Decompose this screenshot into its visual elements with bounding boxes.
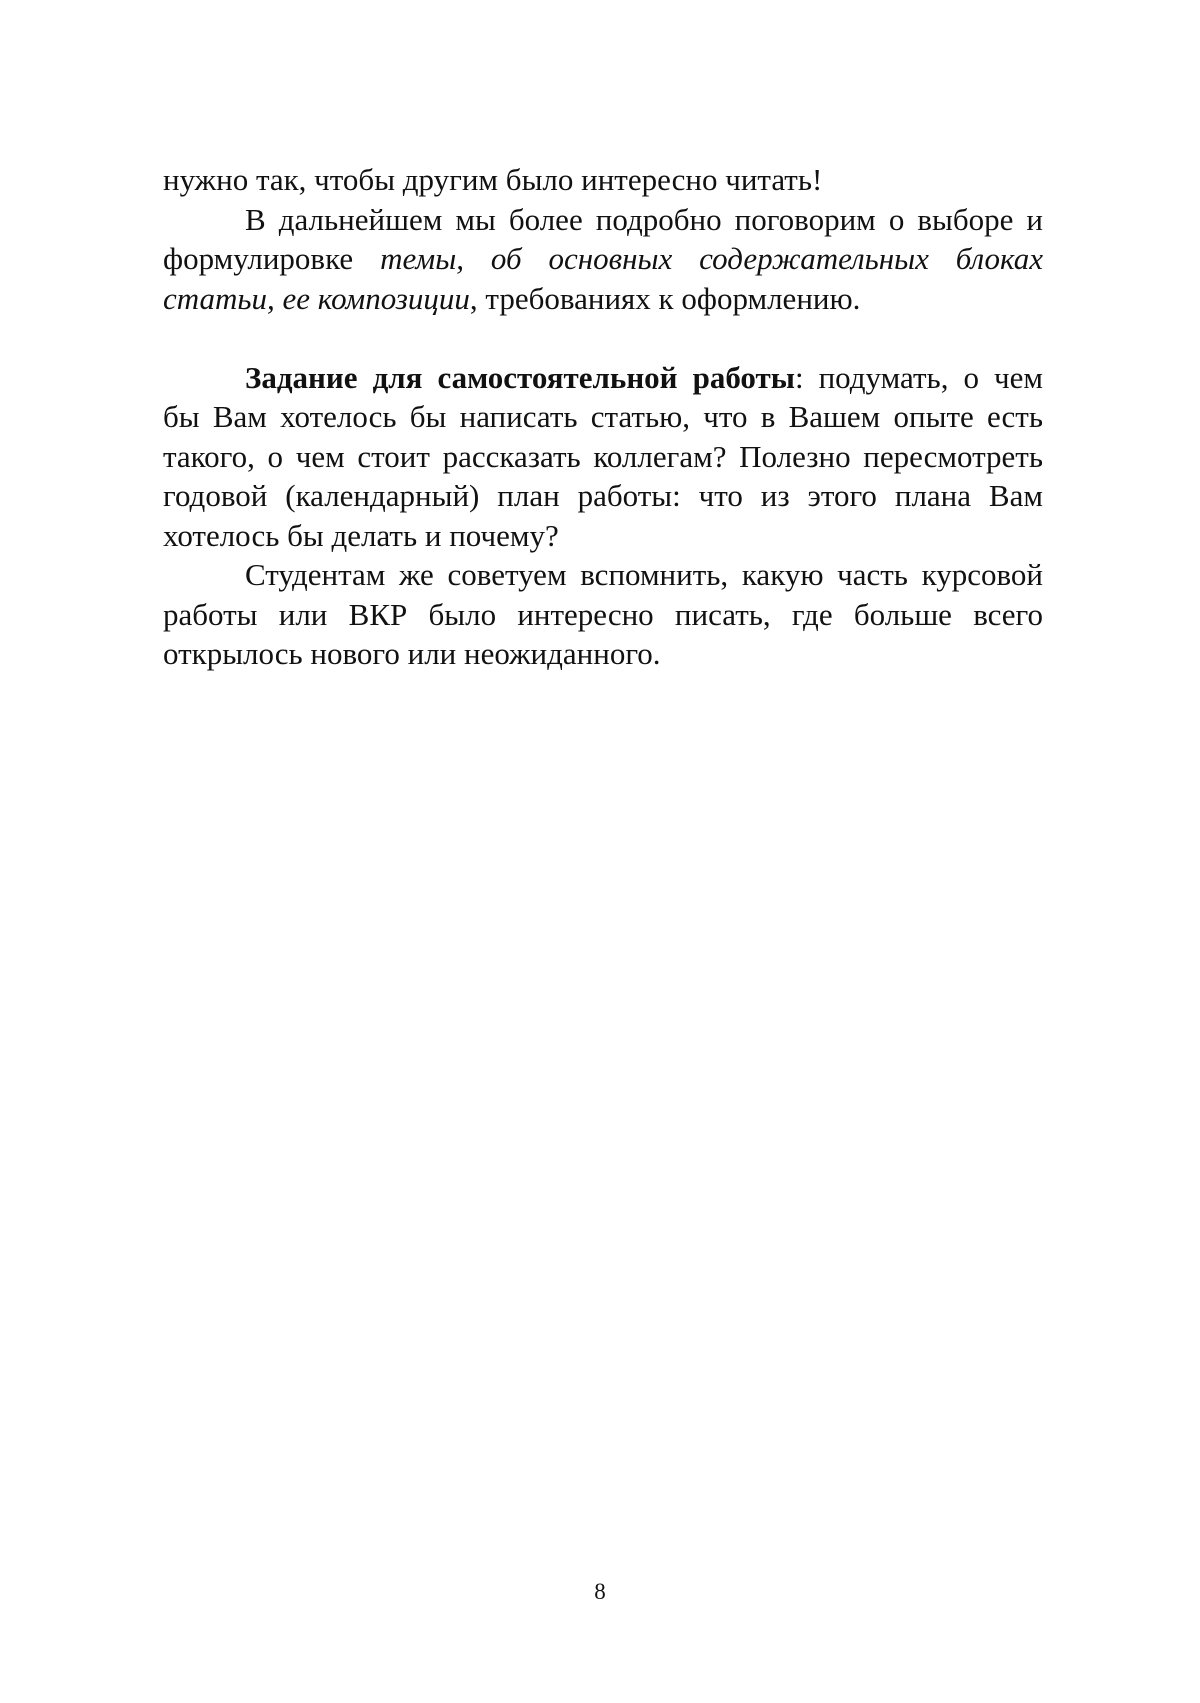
italic-topics: темы, об основных содержательных блоках статьи, ее композиции xyxy=(163,241,1043,316)
paragraph-text: В дальнейшем мы более подробно поговорим о выбо­ре и формулировке xyxy=(163,202,1043,277)
page-number: 8 xyxy=(0,1578,1200,1606)
paragraph-students: Студентам же советуем вспомнить, какую часть кур­совой работы или ВКР было интересно писать, где больше всего открылось нового или неожиданного. xyxy=(163,555,1043,674)
paragraph-text-end: , требованиях к оформлению. xyxy=(470,281,861,316)
paragraph-continuation: нужно так, чтобы другим было интересно читать! xyxy=(163,160,1043,200)
paragraph-assignment xyxy=(163,358,1043,556)
paragraph-further-discussion xyxy=(163,200,1043,319)
assignment-text: : подумать, о чем бы Вам хотелось бы написать статью, что в Вашем опыте есть такого, о чем стоит рассказать коллегам? По­лезно пересмотреть годовой (календарный) план работы: что из этого плана Вам хотелось бы делать и почему? xyxy=(163,360,1043,553)
page-body xyxy=(163,160,1043,674)
assignment-heading: Задание для самостоятельной работы xyxy=(245,360,795,395)
